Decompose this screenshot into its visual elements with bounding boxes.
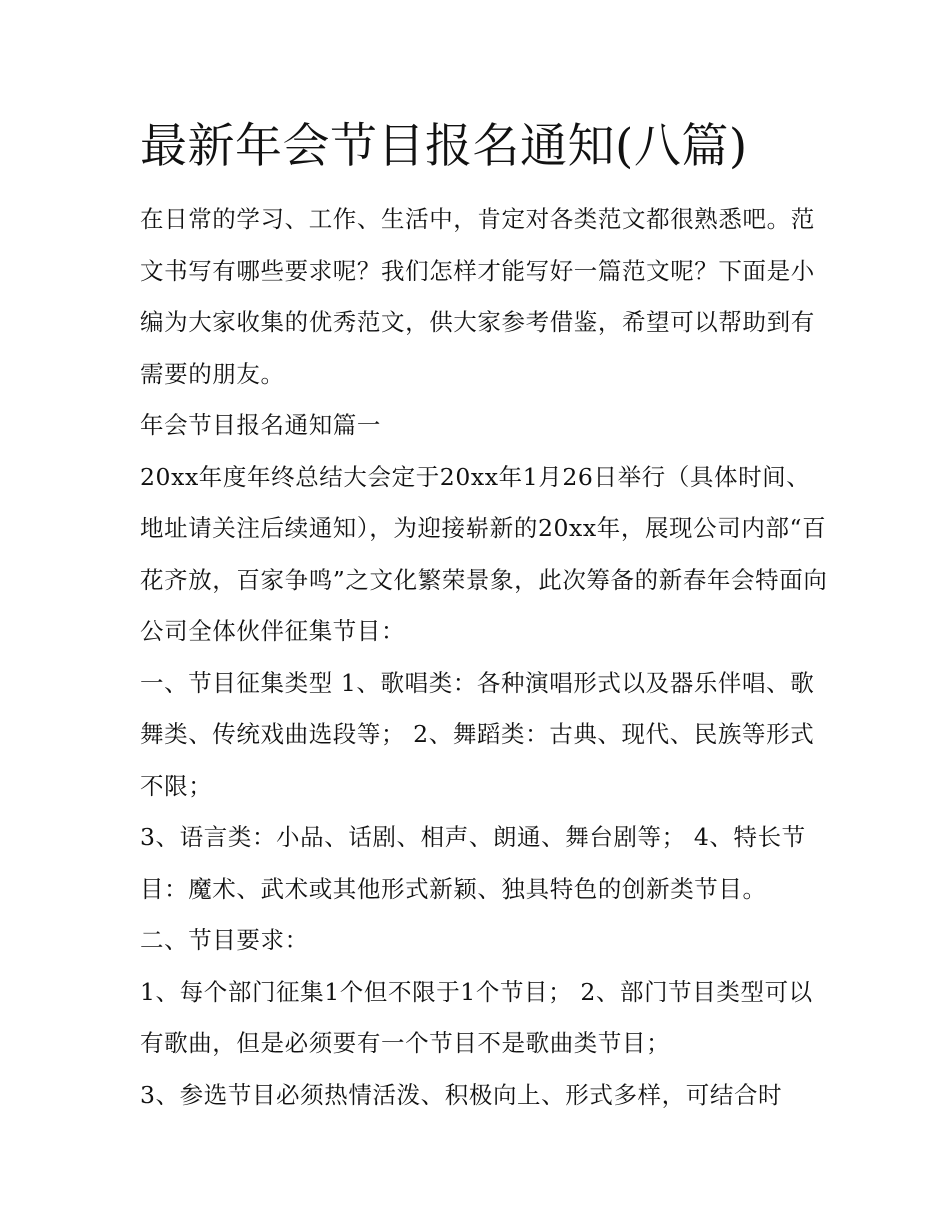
- body-paragraph: 3、语言类：小品、话剧、相声、朗通、舞台剧等； 4、特长节目：魔术、武术或其他形式新颖、独具特色的创新类节目。: [140, 823, 806, 903]
- body-paragraph: 20xx年度年终总结大会定于20xx年1月26日举行（具体时间、地址请关注后续通知），为迎接崭新的20xx年，展现公司内部“百花齐放，百家争鸣”之文化繁荣景象，此次筹备的新春年会特面向公司全体伙伴征集节目：: [140, 462, 828, 645]
- body-paragraph: 3、参选节目必须热情活泼、积极向上、形式多样，可结合时: [140, 1080, 783, 1109]
- body-paragraph: 一、节目征集类型 1、歌唱类：各种演唱形式以及器乐伴唱、歌舞类、传统戏曲选段等； 2、舞蹈类：古典、现代、民族等形式不限；: [140, 668, 815, 800]
- document-title: 最新年会节目报名通知(八篇): [140, 119, 748, 174]
- body-paragraph: 二、节目要求：: [140, 926, 309, 954]
- intro-paragraph: 在日常的学习、工作、生活中，肯定对各类范文都很熟悉吧。范文书写有哪些要求呢？我们怎样才能写好一篇范文呢？下面是小编为大家收集的优秀范文，供大家参考借鉴，希望可以帮助到有需要的朋友。: [140, 205, 815, 388]
- section-heading: 年会节目报名通知篇一: [140, 411, 381, 439]
- body-paragraph: 1、每个部门征集1个但不限于1个节目； 2、部门节目类型可以有歌曲，但是必须要有一个节目不是歌曲类节目；: [140, 977, 813, 1057]
- document-page: [140, 112, 830, 1121]
